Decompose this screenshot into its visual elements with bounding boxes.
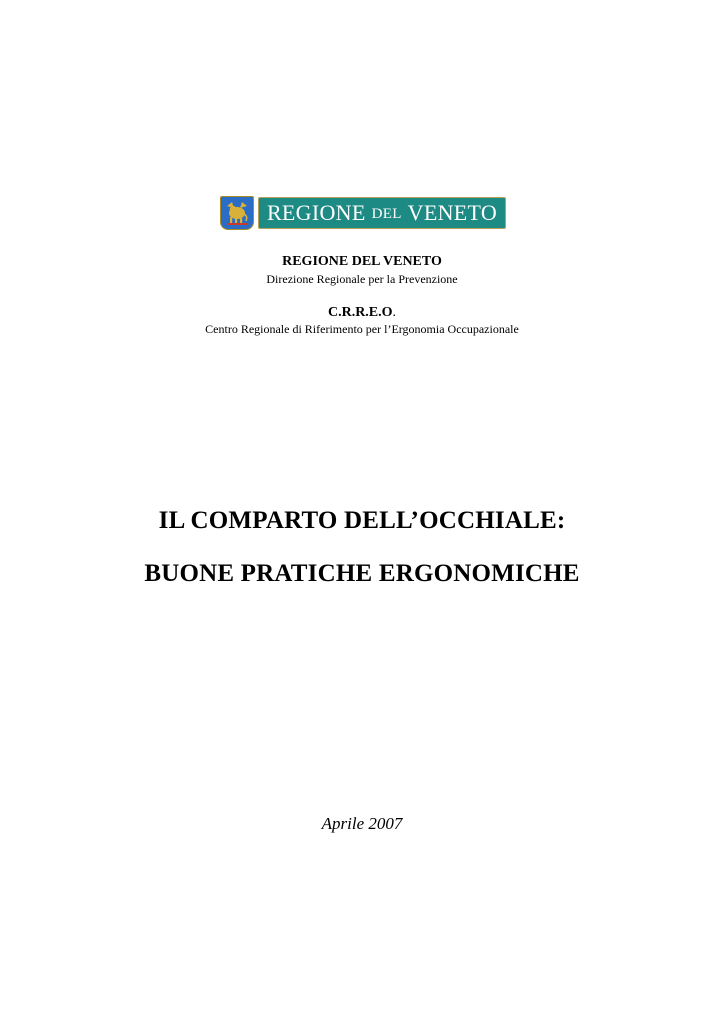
centre-acronym-suffix: . <box>392 305 397 320</box>
centre-acronym: C.R.R.E.O <box>327 305 393 320</box>
shield-emblem <box>220 196 254 230</box>
regione-veneto-logo <box>220 196 506 230</box>
centre-acronym-line <box>0 305 724 321</box>
regione-veneto-banner <box>258 197 506 229</box>
publication-date: Aprile 2007 <box>321 814 403 833</box>
centre-name: Centro Regionale di Riferimento per l’Ergonomia Occupazionale <box>205 322 519 336</box>
document-title-line-2: BUONE PRATICHE ERGONOMICHE <box>144 560 580 587</box>
org-name: REGIONE DEL VENETO <box>282 254 442 269</box>
logo-text-veneto: VENETO <box>407 200 498 225</box>
document-title-line-1: IL COMPARTO DELL’OCCHIALE: <box>158 507 566 534</box>
logo-text-del: DEL <box>371 205 402 222</box>
org-subtitle: Direzione Regionale per la Prevenzione <box>266 272 458 286</box>
logo-text-regione: REGIONE <box>266 200 366 225</box>
lion-of-st-mark-icon <box>225 200 249 226</box>
